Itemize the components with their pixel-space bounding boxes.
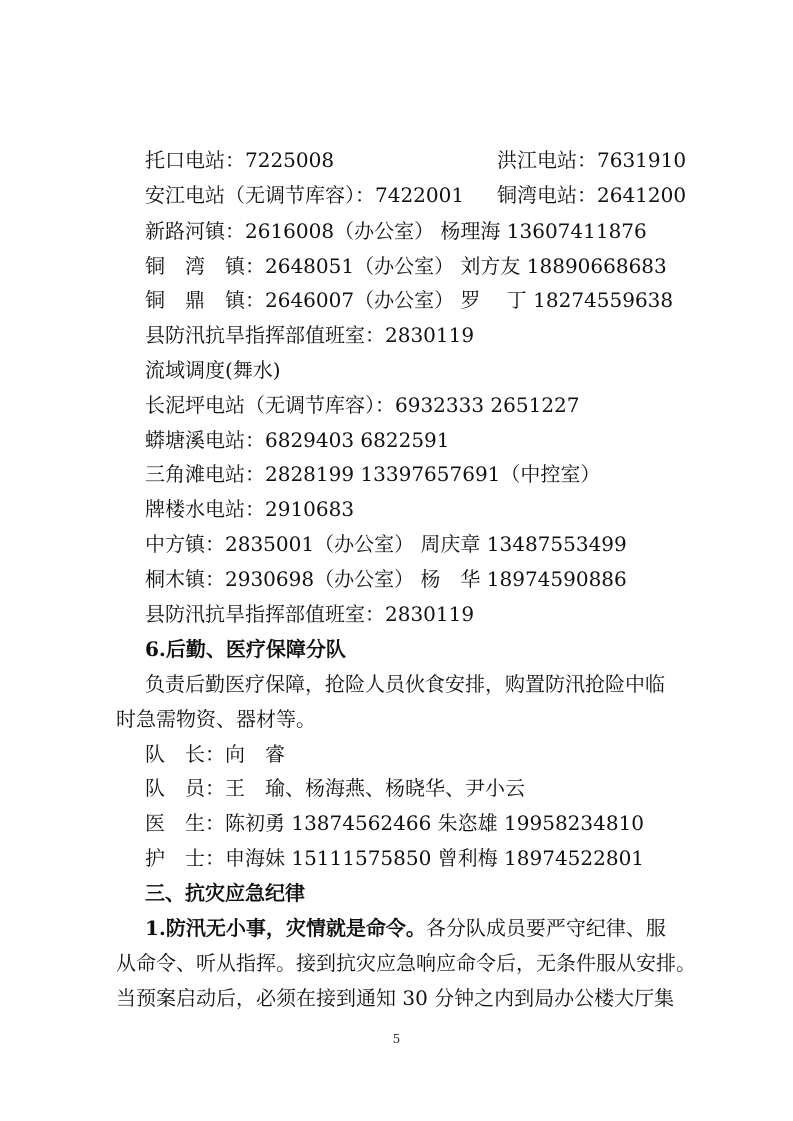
town-line-4: 中方镇：2835001（办公室） 周庆章 13487553499 xyxy=(145,532,627,556)
section3-p1-line1 xyxy=(145,916,666,940)
town-line-3: 铜 鼎 镇：2646007（办公室） 罗 丁 18274559638 xyxy=(145,288,674,312)
station-tongwan: 铜湾电站：2641200 xyxy=(497,183,687,207)
duty-office-line-a: 县防汛抗旱指挥部值班室：2830119 xyxy=(145,323,475,347)
section6-leader: 队 长：向 睿 xyxy=(145,742,285,766)
station-line-2 xyxy=(145,183,687,207)
station-line-4: 蟒塘溪电站：6829403 6822591 xyxy=(145,428,450,452)
basin-title: 流域调度(舞水) xyxy=(145,358,281,382)
town-line-2: 铜 湾 镇：2648051（办公室） 刘方友 18890668683 xyxy=(145,254,667,278)
station-anjiang: 安江电站（无调节库容）：7422001 xyxy=(145,183,465,207)
station-line-5: 三角滩电站：2828199 13397657691（中控室） xyxy=(145,462,601,486)
section6-title: 6.后勤、医疗保障分队 xyxy=(145,637,346,661)
station-hongjiang: 洪江电站：7631910 xyxy=(497,148,687,172)
section6-nurses: 护 士：申海妹 15111575850 曾利梅 18974522801 xyxy=(145,846,645,870)
station-line-3: 长泥坪电站（无调节库容）：6932333 2651227 xyxy=(145,393,580,417)
town-line-5: 桐木镇：2930698（办公室） 杨 华 18974590886 xyxy=(145,567,627,591)
station-line-6: 牌楼水电站：2910683 xyxy=(145,497,355,521)
section6-doctors: 医 生：陈初勇 13874562466 朱恣雄 19958234810 xyxy=(145,811,645,835)
station-tuokou: 托口电站：7225008 xyxy=(145,148,335,172)
section6-desc-line2: 时急需物资、器材等。 xyxy=(116,707,316,731)
section3-title: 三、抗灾应急纪律 xyxy=(145,881,305,905)
town-line-1: 新路河镇：2616008（办公室） 杨理海 13607411876 xyxy=(145,219,647,243)
section3-p1-rest: 各分队成员要严守纪律、服 xyxy=(425,916,666,940)
section3-p1-line2: 从命令、听从指挥。接到抗灾应急响应命令后，无条件服从安排。 xyxy=(116,951,696,975)
page-number: 5 xyxy=(392,1032,401,1046)
section6-members: 队 员：王 瑜、杨海燕、杨晓华、尹小云 xyxy=(145,776,525,800)
section6-desc-line1: 负责后勤医疗保障，抢险人员伙食安排，购置防汛抢险中临 xyxy=(145,672,665,696)
station-line-1 xyxy=(145,148,687,172)
section3-p1-lead: 1.防汛无小事，灾情就是命令。 xyxy=(145,916,426,940)
duty-office-line-b: 县防汛抗旱指挥部值班室：2830119 xyxy=(145,602,475,626)
section3-p1-line3: 当预案启动后，必须在接到通知 30 分钟之内到局办公楼大厅集 xyxy=(116,986,675,1010)
